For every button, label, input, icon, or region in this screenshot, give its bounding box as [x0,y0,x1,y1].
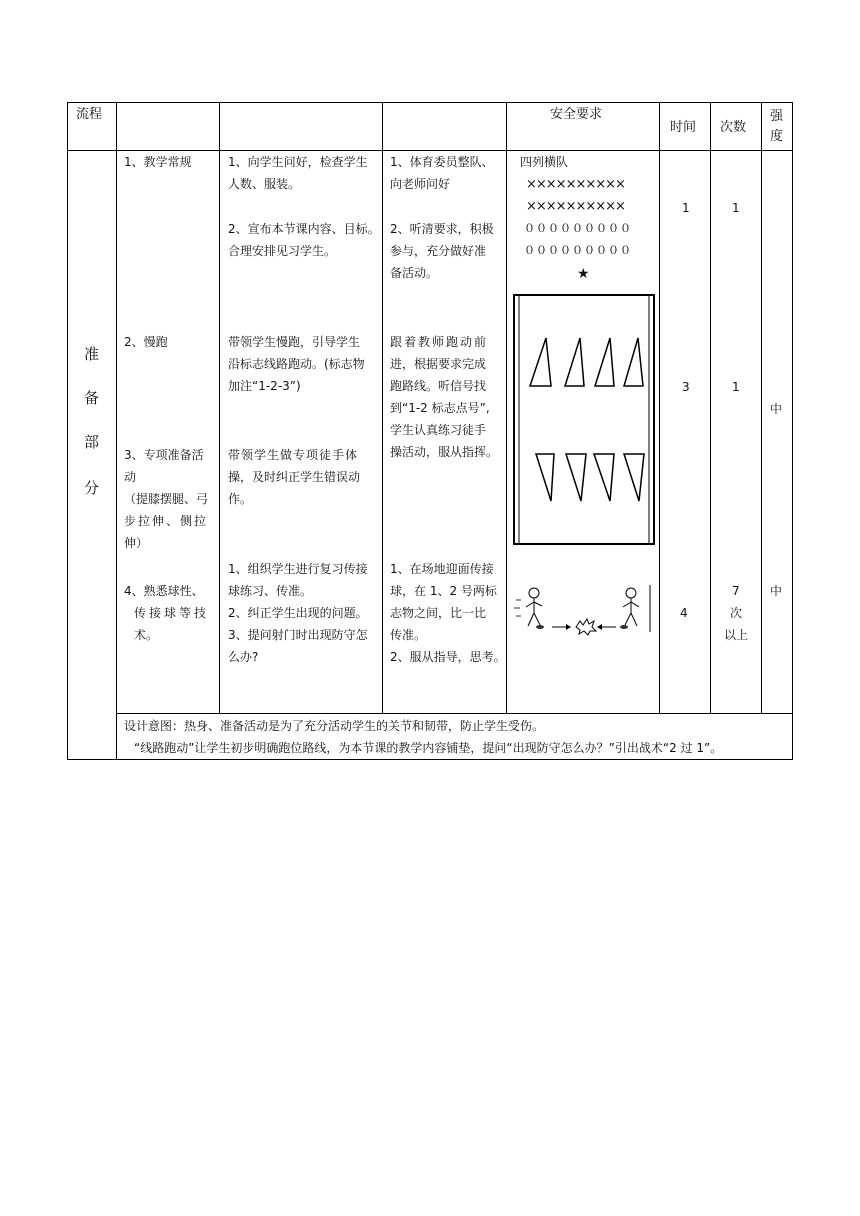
section-char-1: 准 [84,345,100,363]
content-r3-l3: （提膝摆腿、弓 [124,492,209,506]
design-top-border [116,713,793,714]
teacher-r4-l5: 么办? [228,650,259,664]
design-intent-line2: “线路跑动”让学生初步明确跑位路线，为本节课的教学内容铺垫，提问“出现防守怎么办？”引出战术“2 过 1”。 [134,741,723,755]
teacher-star-icon: ★ [577,266,590,282]
teacher-r1-l1: 1、向学生问好，检查学生 [228,155,368,169]
student-r4-l3: 志物之间，比一比 [390,606,487,620]
formation-row-3: ０００００００００ [524,222,632,235]
content-r3-l4: 步拉伸、侧拉 [124,514,209,528]
col-divider-4 [506,102,507,714]
student-r4-l2: 球，在 1、2 号两标 [390,584,497,598]
content-r3-l1: 3、专项准备活 [124,448,204,462]
table-top-border [67,102,793,103]
section-char-3: 部 [84,433,100,451]
teacher-r4-l4: 3、提问射门时出现防守怎 [228,628,368,642]
teacher-r2-l2: 沿标志线路跑动。(标志物 [228,357,365,371]
student-r1-l4: 2、听清要求，积极 [390,222,494,236]
teacher-r1-l5: 合理安排见习学生。 [228,244,337,258]
count-r4-l3: 以上 [724,628,749,642]
passing-illustration [510,580,656,640]
teacher-r1-l2: 人数、服装。 [228,177,301,191]
count-r2: 1 [732,380,740,394]
table-bottom-border [67,759,793,760]
student-r1-l5: 参与，充分做好准 [390,244,487,258]
header-safety: 安全要求 [550,107,603,122]
intensity-r2: 中 [770,402,783,416]
teacher-r2-l1: 带领学生慢跑，引导学生 [228,335,361,349]
student-r2-l4: 到“1-2 标志点号”, [390,401,490,415]
teacher-r2-l3: 加注“1-2-3”) [228,379,301,393]
student-r4-l1: 1、在场地迎面传接 [390,562,494,576]
player-right-head [626,588,636,598]
teacher-r3-l2: 操，及时纠正学生错误动 [228,470,361,484]
col-divider-6 [710,102,711,714]
time-r1: 1 [682,201,690,215]
formation-title: 四列横队 [520,155,569,169]
col-divider-1 [116,102,117,760]
field-diagram [508,292,658,548]
header-time: 时间 [670,120,697,135]
student-r1-l6: 备活动。 [390,266,439,280]
col-divider-2 [219,102,220,714]
count-r4-l1: 7 [732,584,740,598]
teacher-r3-l3: 作。 [228,492,253,506]
content-r1: 1、教学常规 [124,155,192,169]
teacher-r4-l1: 1、组织学生进行复习传接 [228,562,368,576]
student-r2-l6: 操活动，服从指挥。 [390,445,499,459]
header-process: 流程 [76,107,103,122]
count-r1: 1 [732,201,740,215]
content-r3-l2: 动 [124,470,137,484]
header-intensity-1: 强 [770,109,784,124]
count-r4-l2: 次 [730,606,743,620]
design-intent-line1: 设计意图：热身、准备活动是为了充分活动学生的关节和韧带，防止学生受伤。 [124,719,545,733]
student-r4-l4: 传准。 [390,628,427,642]
player-left-head [529,588,539,598]
header-count: 次数 [720,120,747,135]
formation-row-1: ×××××××××× [526,177,625,192]
student-r2-l5: 学生认真练习徒手 [390,423,487,437]
teacher-r4-l2: 球练习、传准。 [228,584,313,598]
table-left-border [67,102,68,760]
student-r1-l2: 向老师问好 [390,177,451,191]
intensity-r4: 中 [770,584,783,598]
content-r2: 2、慢跑 [124,335,168,349]
time-r2: 3 [682,380,690,394]
teacher-r3-l1: 带领学生做专项徒手体 [228,448,359,462]
student-r2-l1: 跟着教师跑动前 [390,335,489,349]
col-divider-7 [761,102,762,714]
student-r2-l2: 进，根据要求完成 [390,357,487,371]
time-r4: 4 [680,606,688,620]
student-r1-l1: 1、体育委员整队、 [390,155,494,169]
content-r4-l1: 4、熟悉球性、 [124,584,204,598]
content-r4-l3: 术。 [134,628,159,642]
section-char-4: 分 [84,479,100,497]
content-r3-l5: 伸） [124,536,149,550]
student-r4-l5: 2、服从指导，思考。 [390,650,506,664]
section-char-2: 备 [84,389,100,407]
formation-row-4: ０００００００００ [524,244,632,257]
formation-row-2: ×××××××××× [526,199,625,214]
table-right-border [792,102,793,760]
col-divider-5 [659,102,660,714]
content-r4-l2: 传接球等技 [134,606,210,620]
teacher-r4-l3: 2、纠正学生出现的问题。 [228,606,368,620]
teacher-r1-l4: 2、宣布本节课内容、目标。 [228,222,380,236]
student-r2-l3: 跑路线。听信号找 [390,379,487,393]
header-intensity-2: 度 [770,129,784,144]
col-divider-3 [382,102,383,714]
